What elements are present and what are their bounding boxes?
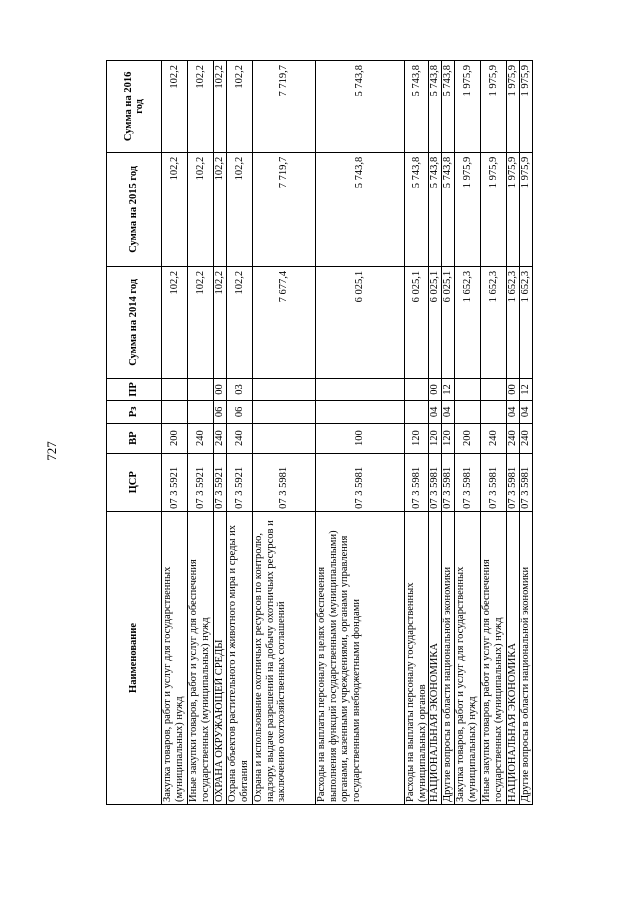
table-row [214,61,227,805]
row-rz [405,401,429,423]
row-rz: 04 [429,401,442,423]
table-row [520,61,533,805]
row-sum-2016: 1 975,9 [520,61,533,153]
row-name: Другие вопросы в области национальной экономики [442,511,455,804]
header-2014: Сумма на 2014 год [107,266,162,378]
row-rz [316,401,405,423]
row-sum-2014: 6 025,1 [405,266,429,378]
row-sum-2015: 1 975,9 [507,152,520,266]
row-sum-2016: 5 743,8 [316,61,405,153]
row-sum-2015: 1 975,9 [520,152,533,266]
row-name: НАЦИОНАЛЬНАЯ ЭКОНОМИКА [507,511,520,804]
row-name: Иные закупки товаров, работ и услуг для обеспечения государственных (муниципальных) нужд [188,511,214,804]
row-rz [481,401,507,423]
row-sum-2014: 7 677,4 [253,266,316,378]
row-pr [188,378,214,400]
row-sum-2016: 1 975,9 [507,61,520,153]
row-pr: 00 [507,378,520,400]
row-sum-2016: 5 743,8 [442,61,455,153]
budget-table-container [106,60,532,805]
row-pr [162,378,188,400]
row-pr: 12 [442,378,455,400]
row-rz [455,401,481,423]
row-name: Закупка товаров, работ и услуг для государственных (муниципальных) нужд [162,511,188,804]
row-sum-2016: 1 975,9 [455,61,481,153]
row-vr: 240 [520,423,533,453]
row-csr: 07 3 5981 [520,453,533,511]
page-number: 727 [44,441,59,461]
row-csr: 07 3 5921 [227,453,253,511]
row-vr: 240 [214,423,227,453]
table-header-row [107,61,162,805]
row-csr: 07 3 5981 [507,453,520,511]
table-row [316,61,405,805]
header-2016: Сумма на 2016 год [107,61,162,153]
table-row [227,61,253,805]
row-sum-2015: 102,2 [227,152,253,266]
row-sum-2014: 102,2 [227,266,253,378]
row-sum-2016: 5 743,8 [405,61,429,153]
table-row [507,61,520,805]
row-name: Закупка товаров, работ и услуг для государственных (муниципальных) нужд [455,511,481,804]
row-sum-2016: 1 975,9 [481,61,507,153]
row-sum-2014: 1 652,3 [455,266,481,378]
row-pr: 00 [214,378,227,400]
table-row [188,61,214,805]
table-body [162,61,533,805]
row-vr: 200 [162,423,188,453]
row-name: Охрана объектов растительного и животного мира и среды их обитания [227,511,253,804]
row-vr: 240 [188,423,214,453]
row-sum-2016: 7 719,7 [253,61,316,153]
row-sum-2014: 1 652,3 [481,266,507,378]
row-sum-2015: 7 719,7 [253,152,316,266]
table-row [253,61,316,805]
row-csr: 07 3 5981 [405,453,429,511]
row-sum-2015: 5 743,8 [442,152,455,266]
row-sum-2015: 102,2 [214,152,227,266]
row-sum-2016: 102,2 [188,61,214,153]
row-sum-2014: 1 652,3 [507,266,520,378]
row-sum-2014: 102,2 [214,266,227,378]
row-sum-2016: 102,2 [214,61,227,153]
row-sum-2016: 102,2 [227,61,253,153]
row-pr: 00 [429,378,442,400]
row-csr: 07 3 5921 [162,453,188,511]
row-pr [253,378,316,400]
row-name: Расходы на выплаты персоналу государственных (муниципальных) органов [405,511,429,804]
header-name: Наименование [107,511,162,804]
row-vr: 120 [442,423,455,453]
row-sum-2016: 102,2 [162,61,188,153]
row-name: ОХРАНА ОКРУЖАЮЩЕЙ СРЕДЫ [214,511,227,804]
row-csr: 07 3 5981 [253,453,316,511]
header-pr: ПР [107,378,162,400]
row-pr: 03 [227,378,253,400]
header-2015: Сумма на 2015 год [107,152,162,266]
row-name: Другие вопросы в области национальной экономики [520,511,533,804]
table-row [162,61,188,805]
row-vr: 240 [507,423,520,453]
row-vr: 120 [405,423,429,453]
row-vr [253,423,316,453]
table-row [442,61,455,805]
row-rz: 04 [507,401,520,423]
row-sum-2015: 5 743,8 [405,152,429,266]
table-row [481,61,507,805]
header-rz: Рз [107,401,162,423]
row-vr: 120 [429,423,442,453]
table-row [455,61,481,805]
header-csr: ЦСР [107,453,162,511]
row-pr [405,378,429,400]
row-vr: 100 [316,423,405,453]
row-rz: 04 [442,401,455,423]
row-pr: 12 [520,378,533,400]
row-vr: 240 [481,423,507,453]
row-rz [162,401,188,423]
row-csr: 07 3 5981 [442,453,455,511]
row-sum-2015: 5 743,8 [316,152,405,266]
header-vr: ВР [107,423,162,453]
table-row [405,61,429,805]
row-sum-2015: 5 743,8 [429,152,442,266]
budget-table [106,60,533,805]
row-pr [481,378,507,400]
row-name: НАЦИОНАЛЬНАЯ ЭКОНОМИКА [429,511,442,804]
row-csr: 07 3 5921 [188,453,214,511]
row-rz [188,401,214,423]
row-name: Расходы на выплаты персоналу в целях обеспечения выполнения функций государственными (муниципальными) органами, казенными учреждениями, органами управления государственными внебюджетными фондами [316,511,405,804]
row-sum-2015: 102,2 [188,152,214,266]
row-rz: 06 [227,401,253,423]
row-sum-2016: 5 743,8 [429,61,442,153]
row-csr: 07 3 5981 [481,453,507,511]
row-vr: 240 [227,423,253,453]
row-sum-2014: 6 025,1 [316,266,405,378]
row-sum-2014: 1 652,3 [520,266,533,378]
row-csr: 07 3 5981 [455,453,481,511]
row-sum-2015: 1 975,9 [481,152,507,266]
row-pr [316,378,405,400]
row-rz: 04 [520,401,533,423]
row-csr: 07 3 5921 [214,453,227,511]
row-sum-2014: 6 025,1 [442,266,455,378]
row-sum-2015: 102,2 [162,152,188,266]
row-sum-2014: 102,2 [162,266,188,378]
row-rz: 06 [214,401,227,423]
row-pr [455,378,481,400]
row-rz [253,401,316,423]
row-vr: 200 [455,423,481,453]
table-row [429,61,442,805]
row-name: Иные закупки товаров, работ и услуг для обеспечения государственных (муниципальных) нужд [481,511,507,804]
row-csr: 07 3 5981 [316,453,405,511]
row-sum-2014: 6 025,1 [429,266,442,378]
row-sum-2015: 1 975,9 [455,152,481,266]
row-csr: 07 3 5981 [429,453,442,511]
row-sum-2014: 102,2 [188,266,214,378]
row-name: Охрана и использование охотничьих ресурсов по контролю, надзору, выдаче разрешений на добычу охотничьих ресурсов и заключению охотхозяйственных соглашений [253,511,316,804]
